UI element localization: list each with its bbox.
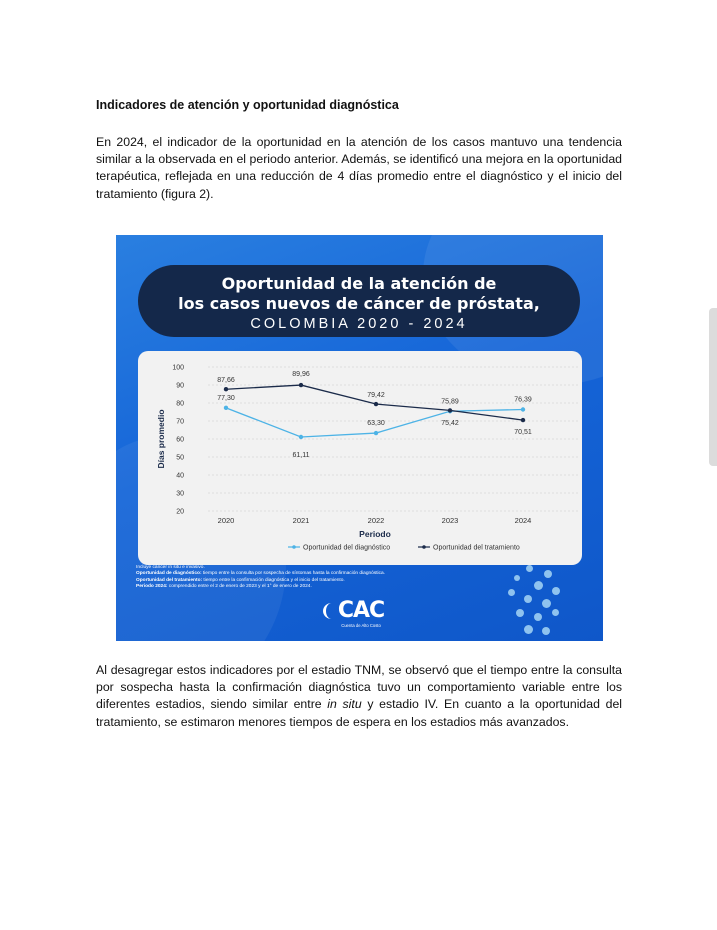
- y-axis-title: Días promedio: [156, 409, 166, 469]
- logo-swoosh-icon: [323, 603, 340, 619]
- data-point: [521, 418, 525, 422]
- figure-notes: [136, 565, 476, 590]
- y-tick-label: 40: [176, 472, 184, 480]
- note-label: Oportunidad de diagnóstico:: [136, 571, 202, 577]
- decorative-dot: [524, 625, 533, 634]
- logo-subtext: Cuenta de Alto Costo: [341, 623, 381, 628]
- line-chart: [138, 351, 582, 565]
- data-label: 87,66: [217, 377, 235, 385]
- legend-label: Oportunidad del tratamiento: [433, 544, 520, 552]
- data-label: 70,51: [514, 429, 532, 437]
- data-point: [374, 431, 378, 435]
- data-label: 75,89: [441, 398, 459, 406]
- note-label: Oportunidad del tratamiento:: [136, 577, 203, 583]
- legend-label: Oportunidad del diagnóstico: [303, 544, 391, 552]
- legend-swatch-marker: [422, 545, 426, 549]
- data-point: [224, 406, 228, 410]
- decorative-dot: [526, 565, 533, 572]
- y-tick-label: 20: [176, 508, 184, 516]
- data-label: 63,30: [367, 420, 385, 428]
- decorative-dot: [552, 587, 560, 595]
- figure-title-line2: los casos nuevos de cáncer de próstata,: [178, 294, 540, 313]
- section-heading: Indicadores de atención y oportunidad diagnóstica: [96, 98, 399, 112]
- data-label: 89,96: [292, 371, 310, 379]
- y-tick-label: 100: [172, 364, 184, 372]
- figure-title-line1: Oportunidad de la atención de: [221, 274, 497, 293]
- y-tick-label: 60: [176, 436, 184, 444]
- cac-logo: [321, 599, 401, 635]
- decorative-dot: [552, 609, 559, 616]
- data-point: [374, 402, 378, 406]
- y-tick-label: 70: [176, 418, 184, 426]
- decorative-dot: [542, 599, 551, 608]
- data-point: [448, 408, 452, 412]
- data-label: 79,42: [367, 392, 385, 400]
- x-tick-label: 2024: [514, 516, 532, 525]
- note-text: comprendido entre el 2 de enero de 2023 y el 1° de enero de 2024.: [167, 583, 312, 589]
- data-label: 75,42: [441, 420, 459, 428]
- decorative-dot: [542, 627, 550, 635]
- chart-panel: [138, 351, 582, 565]
- paragraph-tnm: [96, 662, 622, 731]
- data-label: 77,30: [217, 394, 235, 402]
- decorative-dot: [508, 589, 515, 596]
- decorative-dot: [514, 575, 520, 581]
- data-label: 61,11: [292, 452, 310, 460]
- data-label: 76,39: [514, 396, 532, 404]
- note-text: tiempo entre la consulta por sospecha de síntomas hasta la confirmación diagnóstica.: [201, 571, 386, 577]
- figure-2: [116, 235, 603, 641]
- figure-title-line3: COLOMBIA 2020 - 2024: [250, 316, 468, 332]
- logo-wordmark: CAC: [337, 598, 385, 623]
- y-tick-label: 50: [176, 454, 184, 462]
- y-tick-label: 30: [176, 490, 184, 498]
- y-tick-label: 90: [176, 382, 184, 390]
- note-scope: Incluye cáncer in situ e invasivo.: [136, 565, 205, 570]
- x-axis-title: Periodo: [359, 529, 391, 539]
- note-period: [136, 584, 476, 590]
- data-point: [299, 435, 303, 439]
- legend-swatch-marker: [292, 545, 296, 549]
- y-tick-label: 80: [176, 400, 184, 408]
- x-tick-label: 2023: [441, 516, 459, 525]
- note-label: Periodo 2024:: [136, 583, 168, 589]
- note-text: tiempo entre la confirmación diagnóstica y el inicio del tratamiento.: [202, 577, 345, 583]
- figure-title-banner: [138, 265, 580, 337]
- x-tick-label: 2022: [367, 516, 385, 525]
- paragraph-intro: En 2024, el indicador de la oportunidad en la atención de los casos mantuvo una tendencia similar a la observada en el periodo anterior. Además, se identificó una mejora en la oportunidad terapéutica, reflejada en una reducción de 4 días promedio entre el diagnóstico y el inicio del tratamiento (figura 2).: [96, 135, 622, 201]
- paragraph-text: Al desagregar estos indicadores por el estadio TNM, se observó que el tiempo entre la consulta por sospecha hasta la confirmación diagnóstica tuvo un comportamiento variable entre los diferentes estadios, siendo similar entre: [96, 663, 622, 712]
- decorative-dot: [534, 581, 543, 590]
- decorative-dot: [524, 595, 532, 603]
- decorative-dots: [504, 565, 564, 641]
- scrollbar-thumb[interactable]: [709, 308, 717, 466]
- decorative-dot: [516, 609, 524, 617]
- paragraph-italic: in situ: [327, 697, 362, 712]
- decorative-dot: [544, 570, 552, 578]
- x-tick-label: 2021: [292, 516, 310, 525]
- data-point: [299, 383, 303, 387]
- data-point: [521, 407, 525, 411]
- decorative-dot: [534, 613, 542, 621]
- paragraph-text: y estadio IV. En cuanto a la oportunidad del tratamiento, se estimaron menores tiempos de espera en los estadios más avanzados.: [96, 697, 623, 729]
- data-point: [224, 387, 228, 391]
- x-tick-label: 2020: [217, 516, 235, 525]
